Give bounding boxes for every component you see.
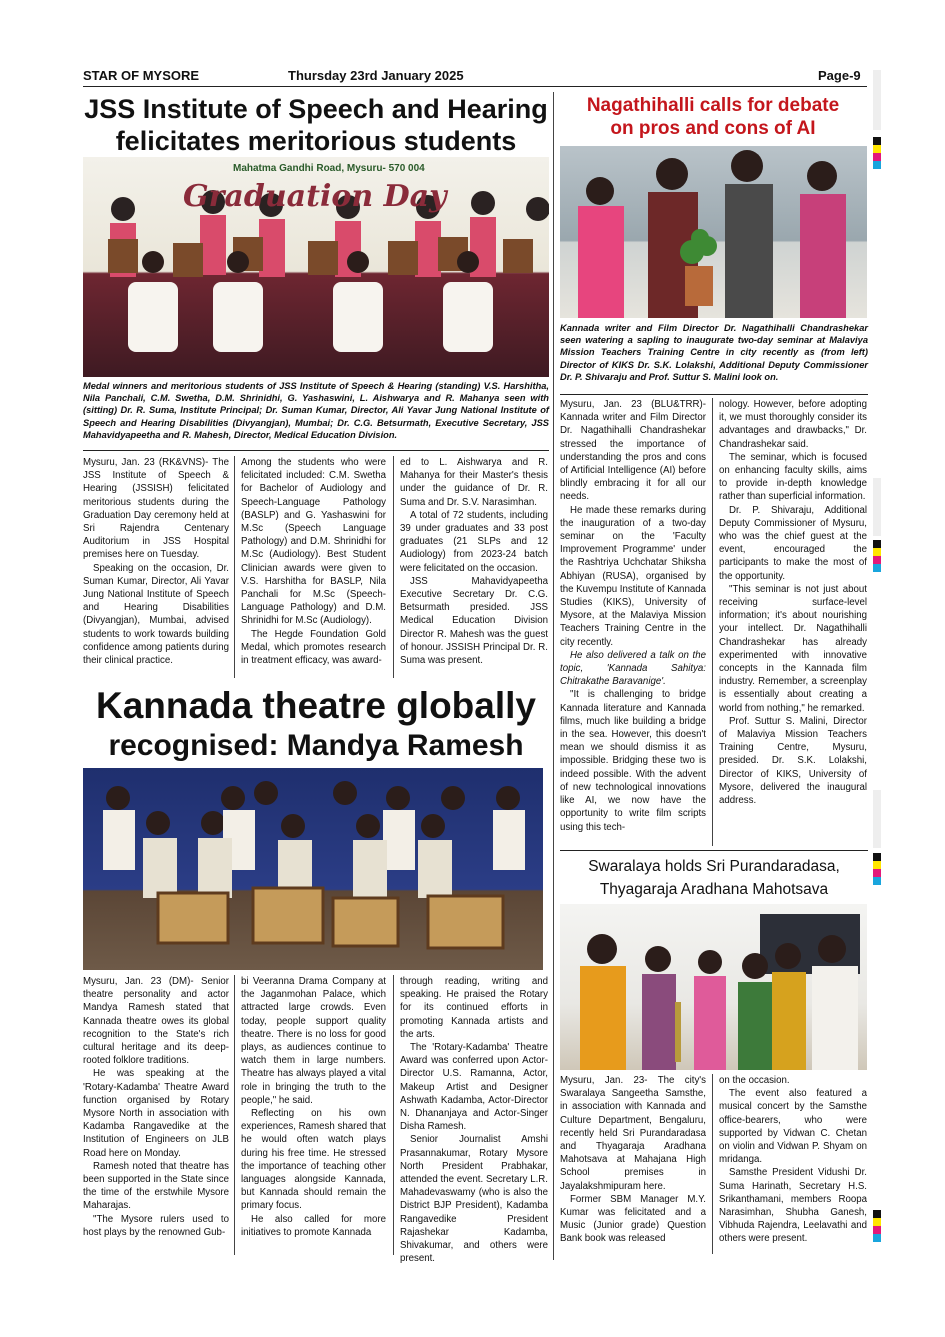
article1-headline: JSS Institute of Speech and Hearing felicitates meritorious students (84, 94, 548, 156)
registration-mark (873, 137, 881, 169)
caption-rule (83, 450, 549, 451)
column-divider (234, 456, 235, 678)
article2-headline: Nagathihalli calls for debate on pros and cons of AI (586, 95, 840, 140)
column-divider (393, 456, 394, 678)
registration-mark (873, 1210, 881, 1242)
column-divider (712, 398, 713, 846)
article1-column-1: Mysuru, Jan. 23 (RK&VNS)- The JSS Institute of Speech & Hearing (JSSISH) felicitated meritorious students during the Graduation Day ceremony held at Sri Rajendra Centenary Auditorium in JSS Hospital premises here on Tuesday. Speaking on the occasion, Dr. Suman Kumar, Director, Ali Yavar Jung National Institute of Speech and Hearing Disabilities (Divyangjan), Mumbai, advised students to work towards building confidence among patients during their clinical practice. (83, 457, 229, 667)
registration-mark (873, 853, 881, 885)
article4-column-2: on the occasion. The event also featured a musical concert by the Samsthe office-bearers, who were supported by Vidwan C. Chetan on violin and Vidwan P. Shyam on mridanga. Samsthe President Vidushi Dr. Suma Harinath, Secretary H.S. Srikanthamani, members Roopa Narasimhan, Shubha Ganesh, Vibhuda Rajendra, Leelavathi and others were present. (719, 1075, 867, 1245)
graduation-photo (83, 157, 549, 377)
column-divider (712, 1074, 713, 1254)
registration-mark (873, 540, 881, 572)
issue-date: Thursday 23rd January 2025 (288, 68, 464, 83)
article3-column-3: through reading, writing and speaking. He praised the Rotary for its continued efforts in promoting Kannada artists and the arts. The 'Rotary-Kadamba' Theatre Award was conferred upon Actor-Director U.S. Ramanna, Actor, Makeup Artist and Designer Ashwath Kadamba, Actor-Director N. Dhananjaya and Actor-Singer Disha Ramesh. Senior Journalist Amshi Prasannakumar, Rotary Mysore North President Prabhakar, attended the event. Secretary L.R. Mahadevaswamy (who is also the District BJP President), Kadamba Rangavedike President Rajashekar Kadamba, Shivakumar, and others were present. (400, 976, 548, 1265)
photo-event-text: Graduation Day (183, 179, 447, 214)
article3-column-1: Mysuru, Jan. 23 (DM)- Senior theatre personality and actor Mandya Ramesh stated that Kannada theatre owes its global recognition to the State's rich cultural heritage and its deep-rooted folklore traditions. He was speaking at the 'Rotary-Kadamba' Theatre Award function organised by Rotary Mysore North in association with Kadamba Rangavedike at the Institution of Engineers on JLB Road here on Monday. Ramesh noted that theatre has been supported in the State since the time of the erstwhile Mysore Maharajas. "The Mysore rulers used to host plays by the renowned Gub- (83, 976, 229, 1238)
article3-column-2: bi Veeranna Drama Company at the Jaganmohan Palace, which attracted large crowds. Even today, people support quality theatre. There is no loss for good plays, as audiences continue to watch them in large numbers. Theatre has always played a vital role in bringing the truth to the people," he said. Reflecting on his own experiences, Ramesh shared that he would often watch plays during his free time. He stressed the importance of teaching other languages alongside Kannada, but Kannada should remain the primary focus. He also called for more initiatives to promote Kannada (241, 976, 386, 1238)
seminar-photo-figures (560, 146, 867, 318)
article1-column-2: Among the students who were felicitated included: C.M. Swetha for Bachelor of Audiology and Speech-Language Pathology (BASLP) and G. Yashaswini for M.Sc (Speech Language Pathology) and D.M. Shrinidhi for M.Sc (Audiology). Best Student Clinician awards were given to V.S. Harshitha for BASLP, Nila Panchali for M.Sc (Speech-Language Pathology) and D.M. Shrinidhi for M.Sc (Audiology). The Hegde Foundation Gold Medal, which promotes research in treatment efficacy, was award- (241, 457, 386, 667)
article2-column-2: nology. However, before adopting it, we must thoroughly consider its advantages and drawbacks," Dr. Chandrashekar said. The seminar, which is focused on enhancing faculty skills, aims to provide in-depth knowledge rather than superficial information. Dr. P. Shivaraju, Additional Deputy Commissioner of Mysuru, who was the chief guest at the event, encouraged the participants to make the most of the opportunity. "This seminar is not just about receiving surface-level information; it's about nourishing your intellect. Dr. Nagathihalli Chandrashekar has already experimented with innovative concepts in the Kannada film industry. Remember, a screenplay is essentially about creating a world from nothing," he remarked. Prof. Suttur S. Malini, Director of Malaviya Mission Teachers Training Centre, Mysuru, presided. Dr. S.K. Lolakshi, Director of KIKS, University of Mysore, delivered the inaugural address. (719, 399, 867, 807)
theatre-award-photo (83, 768, 543, 970)
article1-caption: Medal winners and meritorious students of JSS Institute of Speech & Hearing (standing) V.S. Harshitha, Nila Panchali, C.M. Swetha, D.M. Shrinidhi, G. Yashaswini, L. Aishwarya and R. Mahanya seen with (sitting) Dr. R. Suma, Institute Principal; Dr. Suman Kumar, Director, Ali Yavar Jung National Institute of Speech and Hearing Disabilities (Divyangjan), Mumbai; Dr. C.G. Betsurmath, Executive Secretary, JSS Mahavidyapeetha and R. Mahesh, Director, Medical Education Division. (83, 381, 549, 440)
margin-strip (873, 478, 881, 536)
column-divider (234, 975, 235, 1255)
seminar-photo (560, 146, 867, 318)
music-event-photo-figures (560, 904, 867, 1070)
margin-strip (873, 790, 881, 848)
page-number: Page-9 (818, 68, 861, 83)
theatre-award-photo-figures (83, 768, 543, 970)
photo-banner-text: Mahatma Gandhi Road, Mysuru- 570 004 (233, 163, 425, 174)
section-rule (560, 850, 868, 851)
article3-headline: Kannada theatre globally recognised: Mandya Ramesh (96, 685, 536, 762)
section-divider (553, 92, 554, 1260)
newspaper-name: STAR OF MYSORE (83, 68, 200, 83)
column-divider (393, 975, 394, 1255)
article2-column-1: Mysuru, Jan. 23 (BLU&TRR)- Kannada writer and Film Director Dr. Nagathihalli Chandrashekar stressed the importance of understanding the pros and cons of Artificial Intelligence (AI) before blindly embracing it for all our needs. He made these remarks during the inauguration of a two-day seminar on the 'Faculty Improvement Programme' under the Rashtriya Uchchatar Shiksha Abhiyan (RUSA), organised by the Kuvempu Institute of Kannada Studies (KIKS), University of Mysore, at the Malaviya Mission Teachers Training Centre in the city recently. He also delivered a talk on the topic, 'Kannada Sahitya: Chitrakathe Baravanige'. "It is challenging to bridge Kannada literature and Kannada films, much like building a bridge in the sea. However, this doesn't mean we should dismiss it as impossible. Bridging these two is indeed possible. With the advent of new technological innovations like AI, we now have the opportunity to write film scripts using this tech- (560, 399, 706, 833)
article2-caption: Kannada writer and Film Director Dr. Nagathihalli Chandrashekar seen watering a sapling to inaugurate two-day seminar at Malaviya Mission Teachers Training Centre in city recently as (from left) Director of KIKS Dr. S.K. Lolakshi, Additional Deputy Commissioner Dr. P. Shivaraju and Prof. Suttur S. Malini look on. (560, 323, 868, 382)
music-event-photo (560, 904, 867, 1070)
header-rule (83, 86, 867, 87)
article4-column-1: Mysuru, Jan. 23- The city's Swaralaya Sangeetha Samsthe, in association with Kannada and Culture Department, Bengaluru, recently held Sri Purandaradasa and Thyagaraja Aradhana Mahotsava at Mahajana High School premises in Jayalakshmipuram here. Former SBM Manager M.Y. Kumar was felicitated and a Music (Junior grade) Question Bank book was released (560, 1075, 706, 1245)
caption-rule (560, 394, 868, 395)
article4-headline: Swaralaya holds Sri Purandaradasa, Thyagaraja Aradhana Mahotsava (588, 858, 840, 898)
article1-column-3: ed to L. Aishwarya and R. Mahanya for their Master's thesis under the guidance of Dr. R. Suma and Dr. S.V. Narasimhan. A total of 72 students, including 39 under graduates and 33 post graduates (21 SLPs and 12 Audiology) from 2023-24 batch were felicitated on the occasion. JSS Mahavidyapeetha Executive Secretary Dr. C.G. Betsurmath presided. JSS Medical Education Division Director R. Mahesh was the guest of honour. JSSISH Principal Dr. R. Suma was present. (400, 457, 548, 667)
margin-strip (873, 70, 881, 130)
